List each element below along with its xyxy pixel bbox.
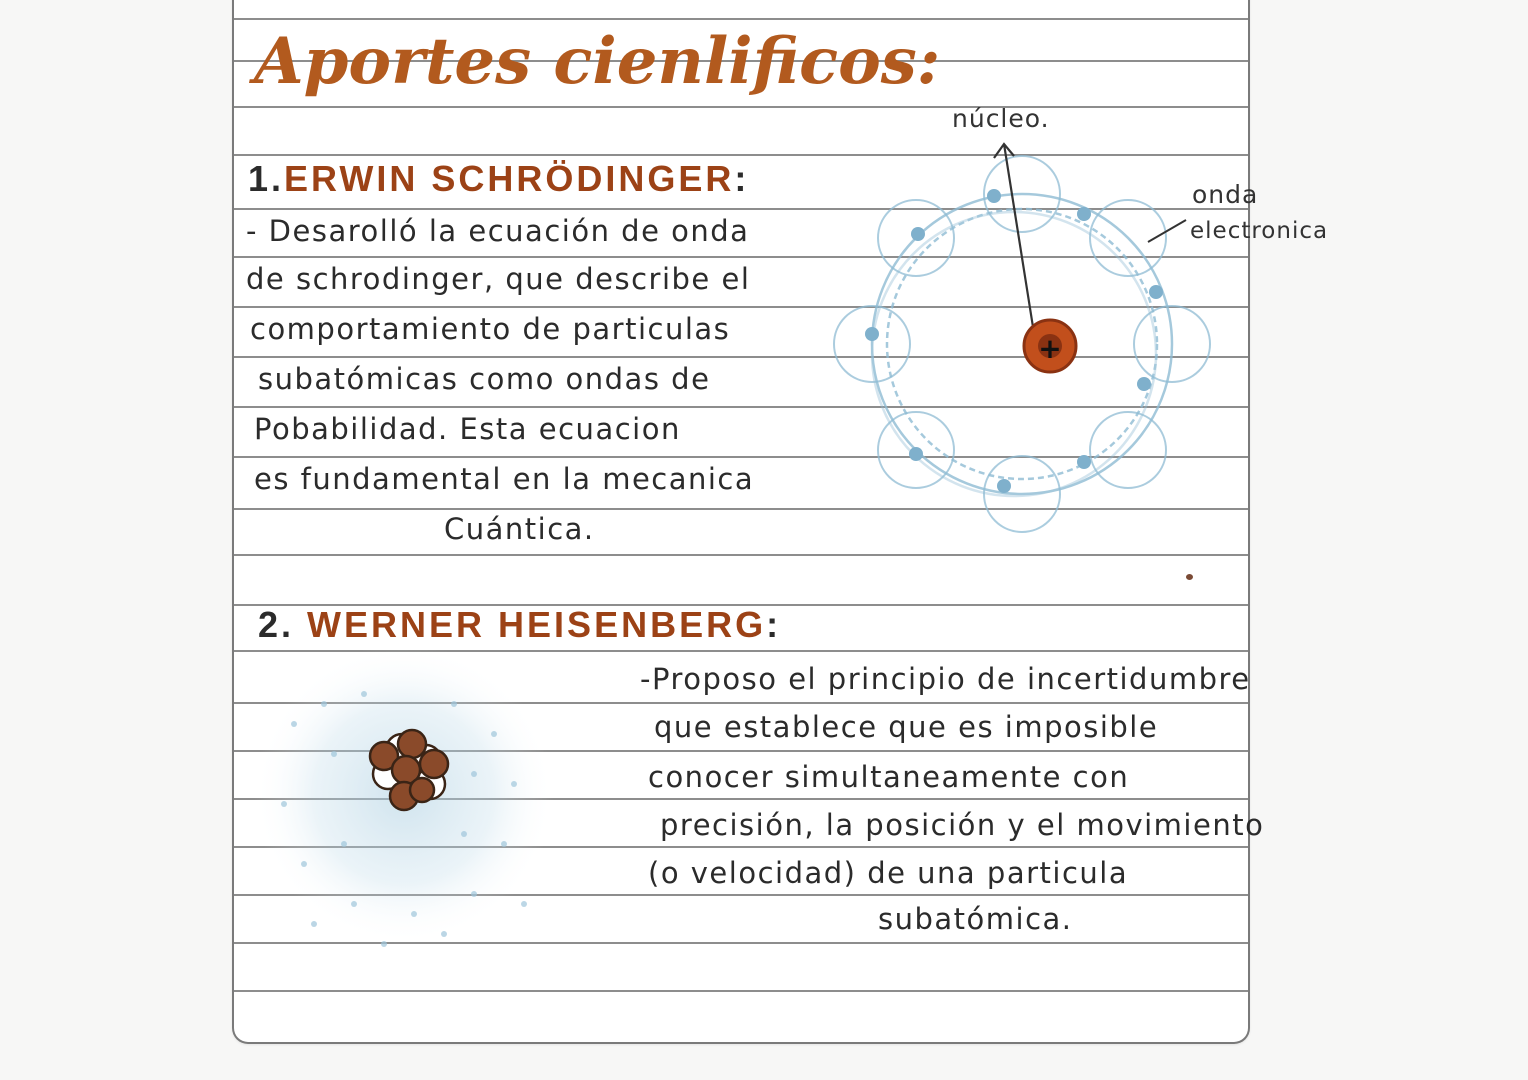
text-line: que establece que es imposible <box>654 710 1159 744</box>
section-heading-heisenberg <box>258 604 781 646</box>
rule-line <box>234 990 1248 992</box>
nucleus-arrow <box>994 144 1036 346</box>
text-line: precisión, la posición y el movimiento <box>660 808 1265 842</box>
section-name: WERNER HEISENBERG <box>307 604 767 645</box>
wave-label-line2: electronica <box>1190 218 1329 244</box>
rule-line <box>234 554 1248 556</box>
text-line: comportamiento de particulas <box>250 312 731 346</box>
section-number: 2. <box>258 604 295 645</box>
nucleus-label: núcleo. <box>952 104 1050 133</box>
text-line: (o velocidad) de una particula <box>648 856 1129 890</box>
wave-label-line1: onda <box>1192 180 1259 209</box>
atom-wave-diagram <box>844 144 1204 544</box>
section-colon: : <box>734 158 750 199</box>
text-line: -Proposo el principio de incertidumbre <box>640 662 1251 696</box>
nucleus-symbol: + <box>1038 332 1062 365</box>
text-line: subatómica. <box>878 902 1073 936</box>
section-number: 1. <box>248 158 285 199</box>
rule-line <box>234 106 1248 108</box>
section-heading-schrodinger <box>248 158 749 200</box>
notebook-page <box>232 0 1329 1044</box>
electron-cloud-diagram <box>254 664 574 984</box>
text-line: Pobabilidad. Esta ecuacion <box>254 412 681 446</box>
text-line: conocer simultaneamente con <box>648 760 1130 794</box>
text-line: subatómicas como ondas de <box>258 362 711 396</box>
page-title: Aportes cienlificos: <box>254 24 941 99</box>
rule-line <box>234 18 1248 20</box>
text-line: de schrodinger, que describe el <box>246 262 751 296</box>
text-line: Cuántica. <box>444 512 595 546</box>
text-line: - Desarolló la ecuación de onda <box>246 214 750 248</box>
section-colon: : <box>766 604 782 645</box>
section-name: ERWIN SCHRÖDINGER <box>284 158 735 199</box>
ink-speck <box>1186 574 1193 580</box>
text-line: es fundamental en la mecanica <box>254 462 755 496</box>
wave-label-pointer <box>1144 216 1190 246</box>
